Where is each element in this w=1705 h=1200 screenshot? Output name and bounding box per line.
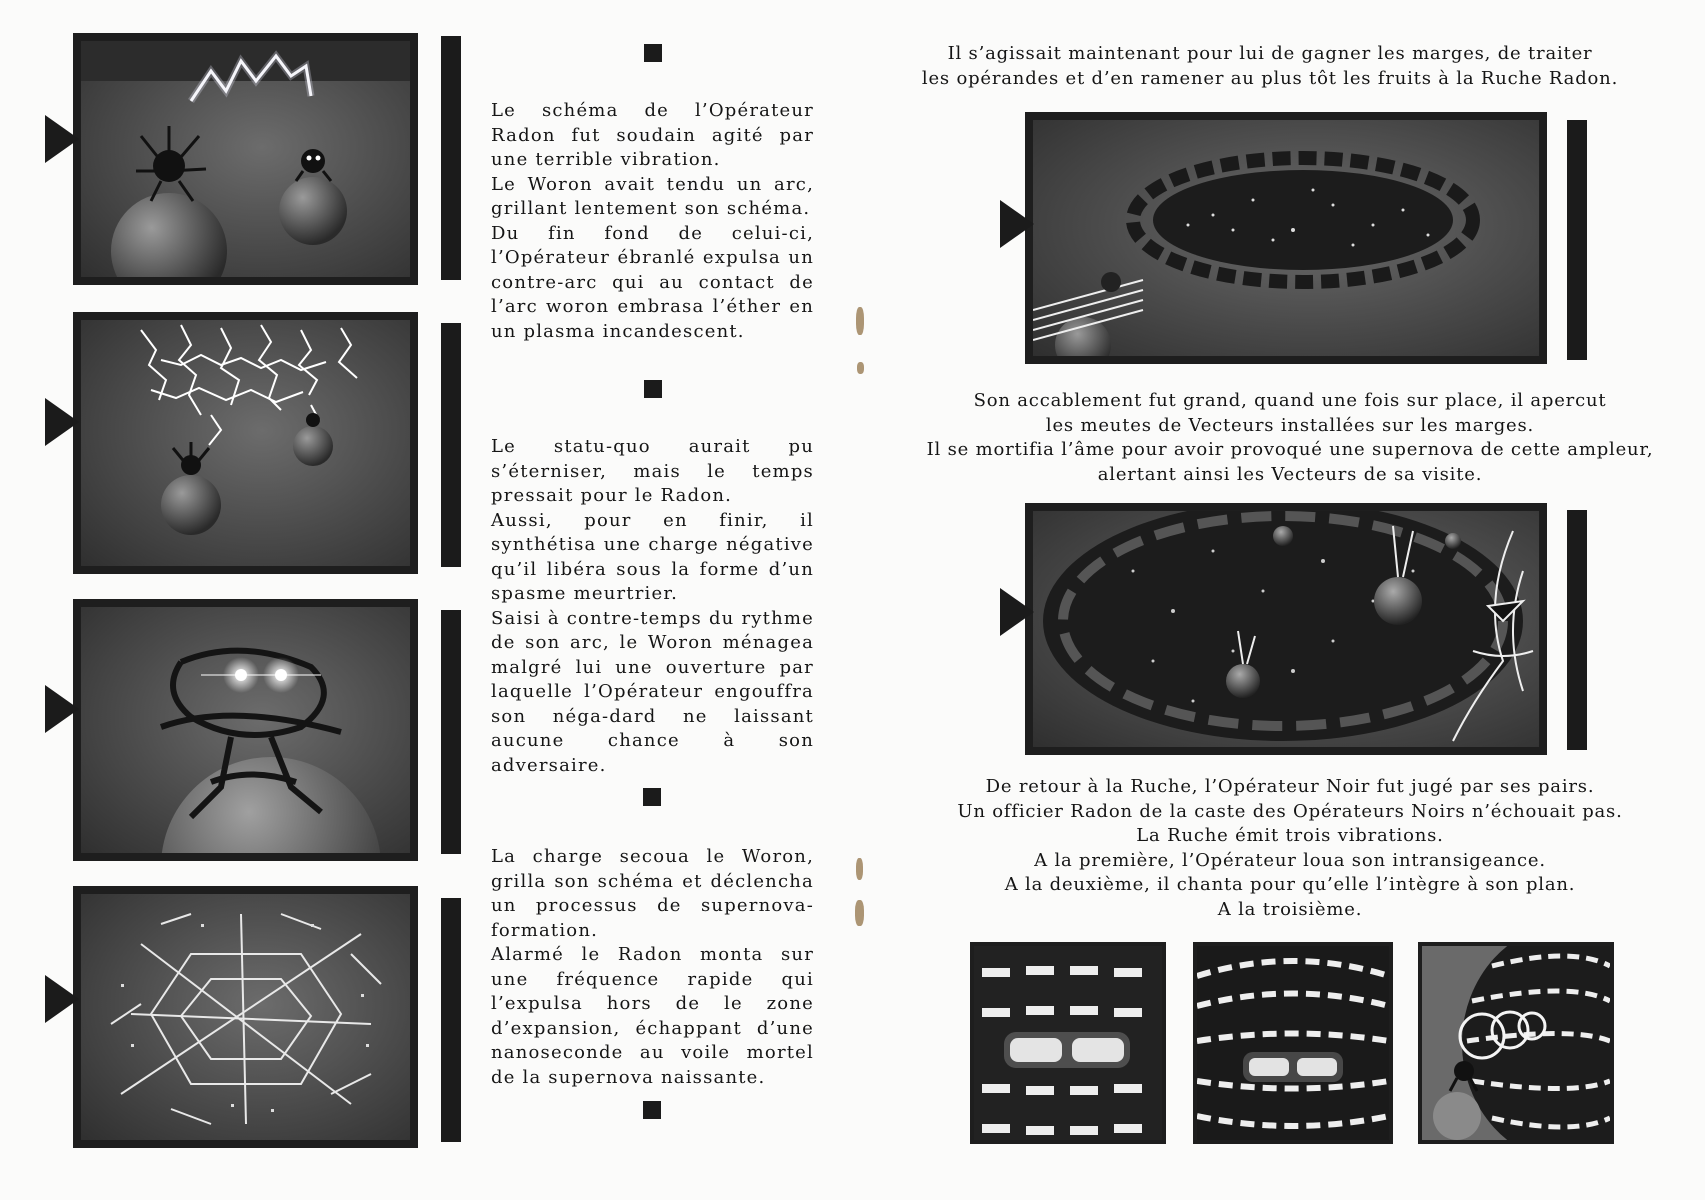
illustration-plasma-storm [81, 320, 410, 566]
paper-stain [856, 307, 864, 335]
illustration-panel-1 [73, 33, 418, 285]
play-triangle-icon [45, 115, 79, 163]
square-bullet-icon [644, 44, 662, 62]
illustration-panel-9 [1418, 942, 1614, 1144]
story-text-vectors: Son accablement fut grand, quand une fois sur place, il apercut les meutes de Vecteurs installées sur les marges. Il se mortifia l’âme pour avoir provoqué une supernova de cette ampleur, alertant ainsi les Vecteurs de sa visite. [926, 390, 1654, 485]
paper-stain [855, 900, 864, 926]
play-triangle-icon [1000, 200, 1034, 248]
illustration-duel-lightning [81, 41, 410, 277]
play-triangle-icon [45, 398, 79, 446]
story-text-judgement: De retour à la Ruche, l’Opérateur Noir fut jugé par ses pairs. Un officier Radon de la caste des Opérateurs Noirs n’échouait pas. La Ruche émit trois vibrations. A la première, l’Opérateur loua son intransigeance. A la deuxième, il chanta pour qu’elle l’intègre à son plan. A la troisième. [957, 776, 1623, 920]
panel-side-bar [441, 36, 461, 280]
play-triangle-icon [1000, 588, 1034, 636]
illustration-glowing-operator [81, 607, 410, 853]
panel-side-bar [1567, 510, 1587, 750]
paper-stain [857, 362, 864, 374]
illustration-panel-2 [73, 312, 418, 574]
panel-side-bar [441, 323, 461, 567]
illustration-hive-vibration-3 [1422, 946, 1610, 1140]
story-paragraph-3: La charge secoua le Woron, grilla son schéma et déclencha un processus de supernova-formation. Alarmé le Radon monta sur une fréquence rapide qui l’expulsa hors de le zone d’expansion, échappant d’une nanoseconde au voile mortel de la supernova naissante. [491, 846, 814, 1088]
illustration-panel-6 [1025, 503, 1547, 755]
illustration-panel-4 [73, 886, 418, 1148]
story-text-margins: Il s’agissait maintenant pour lui de gagner les marges, de traiter les opérandes et d’en ramener au plus tôt les fruits à la Ruche Radon. [921, 43, 1619, 89]
square-bullet-icon [643, 788, 661, 806]
illustration-hive-vibration-2 [1197, 946, 1389, 1140]
illustration-panel-8 [1193, 942, 1393, 1144]
panel-side-bar [1567, 120, 1587, 360]
square-bullet-icon [644, 380, 662, 398]
paper-stain [856, 858, 863, 880]
illustration-vortex-margins [1033, 120, 1539, 356]
illustration-vector-swarm [1033, 511, 1539, 747]
square-bullet-icon [643, 1101, 661, 1119]
panel-side-bar [441, 610, 461, 854]
story-paragraph-2: Le statu-quo aurait pu s’éterniser, mais le temps pressait pour le Radon. Aussi, pour en finir, il synthétisa une charge négative qu’il libéra sous la forme d’un spasme meurtrier. Saisi à contre-temps du rythme de son arc, le Woron ménagea malgré lui une ouverture par laquelle l’Opérateur engouffra son néga-dard ne laissant aucune chance à son adversaire. [491, 436, 814, 776]
play-triangle-icon [45, 685, 79, 733]
story-paragraph-1: Le schéma de l’Opérateur Radon fut soudain agité par une terrible vibration. Le Woron avait tendu un arc, grillant lentement son schéma. Du fin fond de celui-ci, l’Opérateur ébranlé expulsa un contre-arc qui au contact de l’arc woron embrasa l’éther en un plasma incandescent. [491, 100, 814, 342]
illustration-panel-7 [970, 942, 1166, 1144]
panel-side-bar [441, 898, 461, 1142]
illustration-supernova-schema [81, 894, 410, 1140]
illustration-panel-5 [1025, 112, 1547, 364]
illustration-panel-3 [73, 599, 418, 861]
play-triangle-icon [45, 975, 79, 1023]
illustration-hive-vibration-1 [974, 946, 1162, 1140]
